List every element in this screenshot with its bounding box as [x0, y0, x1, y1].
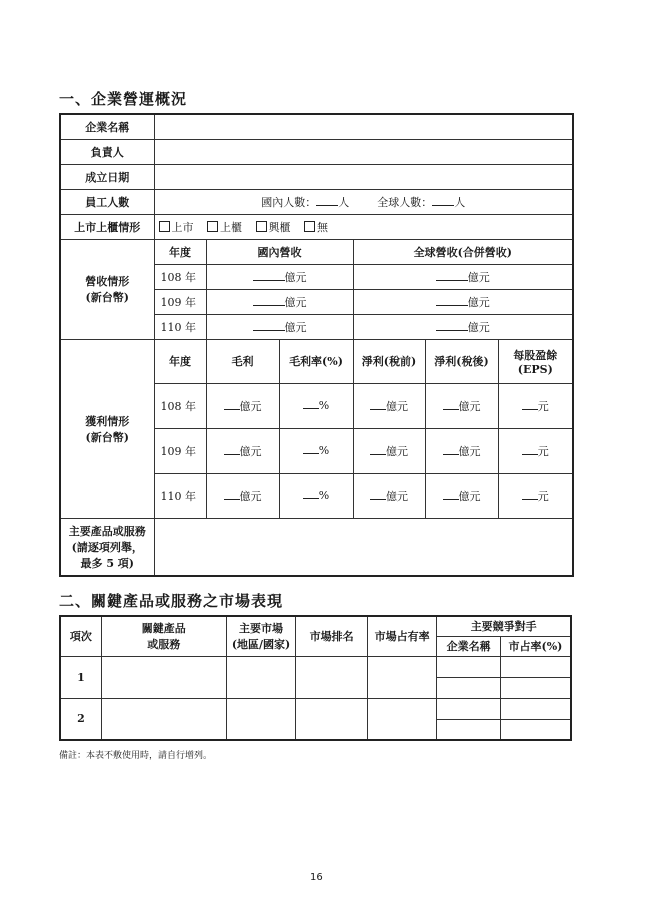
listing-option-label: 上櫃 — [220, 220, 242, 234]
revenue-year: 109 年 — [154, 289, 206, 314]
net-profit-aftertax-field[interactable] — [425, 383, 498, 428]
net-profit-aftertax-field[interactable] — [425, 428, 498, 473]
revenue-year: 108 年 — [154, 264, 206, 289]
domestic-employees-blank[interactable] — [316, 205, 338, 206]
share-field[interactable] — [367, 698, 437, 740]
revenue-year: 110 年 — [154, 314, 206, 339]
unit: 億元 — [284, 295, 307, 309]
unit: % — [318, 444, 330, 457]
item-number: 1 — [60, 656, 101, 698]
company-name-label: 企業名稱 — [60, 114, 154, 139]
net-profit-pretax-field[interactable] — [353, 473, 425, 518]
listing-status-label: 上市上櫃情形 — [60, 214, 154, 239]
gross-profit-header: 毛利 — [206, 339, 279, 383]
unit: 億元 — [284, 320, 307, 334]
competitors-header: 主要競爭對手 — [437, 616, 571, 636]
footnote: 備註：本表不敷使用時，請自行增列。 — [59, 751, 213, 761]
gross-profit-field[interactable] — [206, 473, 279, 518]
share-header: 市場占有率 — [367, 616, 437, 656]
domestic-revenue-field[interactable] — [206, 289, 353, 314]
competitor-share-field[interactable] — [500, 719, 571, 740]
competitor-share-header: 市占率(%) — [500, 636, 571, 656]
gross-margin-header: 毛利率(%) — [279, 339, 353, 383]
eps-header-line1: 每股盈餘 — [513, 348, 558, 362]
products-label-line3: 最多 5 項) — [80, 556, 135, 570]
net-profit-aftertax-field[interactable] — [425, 473, 498, 518]
eps-header-line2: (EPS) — [517, 362, 553, 376]
unit: 元 — [537, 489, 549, 503]
profit-label-line2: (新台幣) — [85, 430, 129, 444]
revenue-label-line1: 營收情形 — [85, 275, 130, 288]
product-header — [101, 616, 226, 656]
unit: 億元 — [239, 489, 262, 503]
market-header-line2: (地區/國家) — [231, 638, 291, 652]
established-date-field[interactable] — [154, 164, 573, 189]
eps-header — [498, 339, 573, 383]
unit: 億元 — [239, 444, 262, 458]
global-revenue-field[interactable] — [353, 314, 573, 339]
competitor-name-header: 企業名稱 — [437, 636, 500, 656]
checkbox-icon[interactable] — [304, 221, 315, 232]
profit-year: 108 年 — [154, 383, 206, 428]
unit: 億元 — [467, 295, 490, 309]
competitor-share-field[interactable] — [500, 656, 571, 677]
unit: 億元 — [458, 444, 481, 458]
checkbox-icon[interactable] — [159, 221, 170, 232]
listing-option-label: 興櫃 — [268, 220, 291, 234]
eps-field[interactable] — [498, 383, 573, 428]
competitor-name-field[interactable] — [437, 719, 500, 740]
unit: 億元 — [386, 444, 408, 458]
responsible-person-label: 負責人 — [60, 139, 154, 164]
table-row — [60, 698, 571, 719]
checkbox-icon[interactable] — [256, 221, 267, 232]
listing-option-emerging[interactable] — [256, 221, 291, 234]
unit: 億元 — [467, 320, 490, 334]
net-profit-pretax-field[interactable] — [353, 428, 425, 473]
gross-profit-field[interactable] — [206, 383, 279, 428]
company-name-field[interactable] — [154, 114, 573, 139]
unit: 億元 — [458, 399, 481, 413]
checkbox-icon[interactable] — [207, 221, 218, 232]
unit: 億元 — [239, 399, 262, 413]
unit: % — [318, 489, 330, 502]
profit-year: 110 年 — [154, 473, 206, 518]
products-field[interactable] — [154, 518, 573, 576]
listing-option-otc[interactable] — [207, 221, 242, 234]
global-employees-blank[interactable] — [432, 205, 454, 206]
domestic-unit: 人 — [338, 195, 350, 209]
rank-field[interactable] — [296, 698, 368, 740]
section1-title: 一、企業營運概況 — [59, 90, 188, 108]
profit-year: 109 年 — [154, 428, 206, 473]
unit: 億元 — [386, 399, 408, 413]
unit: 元 — [537, 399, 549, 413]
products-label-line1: 主要產品或服務 — [68, 524, 146, 538]
global-revenue-header: 全球營收(合併營收) — [353, 239, 573, 264]
competitor-share-field[interactable] — [500, 698, 571, 719]
competitor-name-field[interactable] — [437, 677, 500, 698]
product-field[interactable] — [101, 656, 226, 698]
listing-option-none[interactable] — [304, 221, 328, 234]
eps-field[interactable] — [498, 473, 573, 518]
listing-option-label: 無 — [317, 220, 328, 234]
company-overview-table — [59, 113, 574, 577]
product-header-line1: 關鍵產品 — [141, 622, 186, 636]
table-row — [60, 656, 571, 677]
listing-option-listed[interactable] — [159, 221, 194, 234]
unit: 億元 — [467, 270, 490, 284]
global-revenue-field[interactable] — [353, 264, 573, 289]
domestic-revenue-field[interactable] — [206, 314, 353, 339]
profit-label-line1: 獲利情形 — [85, 414, 130, 428]
rank-header: 市場排名 — [296, 616, 368, 656]
unit: 元 — [537, 444, 549, 458]
revenue-year-header: 年度 — [154, 239, 206, 264]
page-number: 16 — [310, 872, 323, 883]
employees-field[interactable] — [154, 189, 573, 214]
market-header-line1: 主要市場 — [239, 622, 284, 636]
products-label — [60, 518, 154, 576]
profit-label — [60, 339, 154, 518]
item-header: 項次 — [60, 616, 101, 656]
item-number: 2 — [60, 698, 101, 740]
market-field[interactable] — [226, 698, 296, 740]
unit: % — [318, 399, 330, 412]
unit: 億元 — [458, 489, 481, 503]
competitor-share-field[interactable] — [500, 677, 571, 698]
profit-year-header: 年度 — [154, 339, 206, 383]
product-header-line2: 或服務 — [147, 638, 181, 652]
revenue-label-line2: (新台幣) — [85, 291, 129, 304]
gross-margin-field[interactable] — [279, 383, 353, 428]
market-field[interactable] — [226, 656, 296, 698]
listing-option-label: 上市 — [171, 220, 194, 234]
responsible-person-field[interactable] — [154, 139, 573, 164]
net-profit-pretax-header: 淨利(稅前) — [353, 339, 425, 383]
global-revenue-field[interactable] — [353, 289, 573, 314]
domestic-employees-label: 國內人數： — [261, 195, 317, 209]
domestic-revenue-field[interactable] — [206, 264, 353, 289]
net-profit-pretax-field[interactable] — [353, 383, 425, 428]
gross-profit-field[interactable] — [206, 428, 279, 473]
market-performance-table — [59, 615, 572, 741]
gross-margin-field[interactable] — [279, 428, 353, 473]
rank-field[interactable] — [296, 656, 368, 698]
revenue-label — [60, 239, 154, 339]
products-label-line2: (請逐項列舉， — [71, 540, 143, 554]
established-date-label: 成立日期 — [60, 164, 154, 189]
share-field[interactable] — [367, 656, 437, 698]
unit: 億元 — [386, 489, 408, 503]
unit: 億元 — [284, 270, 307, 284]
net-profit-aftertax-header: 淨利(稅後) — [425, 339, 498, 383]
competitor-name-field[interactable] — [437, 656, 500, 677]
section2-title: 二、關鍵產品或服務之市場表現 — [59, 592, 284, 610]
product-field[interactable] — [101, 698, 226, 740]
domestic-revenue-header: 國內營收 — [206, 239, 353, 264]
listing-status-options — [154, 214, 573, 239]
gross-margin-field[interactable] — [279, 473, 353, 518]
global-employees-label: 全球人數： — [377, 195, 433, 209]
competitor-name-field[interactable] — [437, 698, 500, 719]
global-unit: 人 — [454, 195, 466, 209]
market-header — [226, 616, 296, 656]
eps-field[interactable] — [498, 428, 573, 473]
employees-label: 員工人數 — [60, 189, 154, 214]
